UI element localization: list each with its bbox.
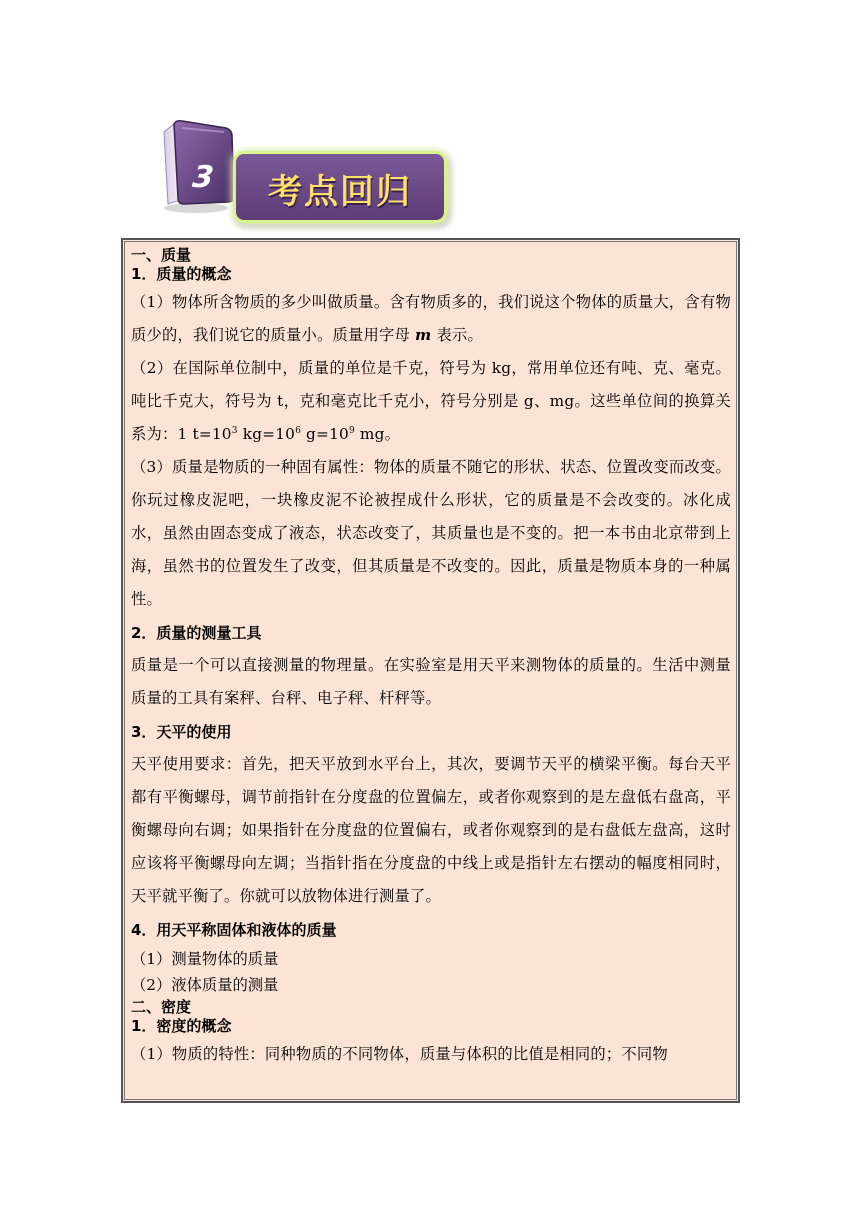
subheading-measuring-tools: 2．质量的测量工具 xyxy=(131,624,262,642)
list-item: （1）测量物体的质量 xyxy=(131,950,279,968)
list-item: （2）液体质量的测量 xyxy=(131,976,279,994)
paragraph-balance-use: 天平使用要求：首先，把天平放到水平台上，其次，要调节天平的横梁平衡。每台天平都有平衡螺母，调节前指针在分度盘的位置偏左，或者你观察到的是左盘低右盘高，平衡螺母向右调；如果指针在分度盘的位置偏右，或者你观察到的是右盘低左盘高，这时应该将平衡螺母向左调；当指针指在分度盘的中线上或是指针左右摆动的幅度相同时，天平就平衡了。你就可以放物体进行测量了。 xyxy=(131,755,731,905)
paragraph-mass-units xyxy=(131,352,731,451)
text-run: kg=10 xyxy=(237,425,296,443)
subheading-balance-use: 3．天平的使用 xyxy=(131,723,232,741)
section-heading-density: 二、密度 xyxy=(131,998,192,1016)
subheading-density-concept: 1．密度的概念 xyxy=(131,1017,232,1035)
paragraph-mass-definition xyxy=(131,286,731,352)
section-badge xyxy=(150,118,450,228)
content-box xyxy=(121,238,740,1103)
text-run: g=10 xyxy=(301,425,349,443)
title-banner xyxy=(236,154,444,220)
symbol-m: m xyxy=(415,326,432,344)
text-run: （1）物体所含物质的多少叫做质量。含有物质多的，我们说这个物体的质量大，含有物质少的，我们说它的质量小。质量用字母 xyxy=(131,293,731,344)
subheading-weighing: 4．用天平称固体和液体的质量 xyxy=(131,921,337,939)
paragraph-measuring-tools: 质量是一个可以直接测量的物理量。在实验室是用天平来测物体的质量的。生活中测量质量的工具有案秤、台秤、电子秤、杆秤等。 xyxy=(131,656,731,707)
exponent: 6 xyxy=(295,425,301,436)
exponent: 9 xyxy=(348,425,355,436)
paragraph-mass-property: （3）质量是物质的一种固有属性：物体的质量不随它的形状、状态、位置改变而改变。你玩过橡皮泥吧，一块橡皮泥不论被捏成什么形状，它的质量是不会改变的。冰化成水，虽然由固态变成了液态，状态改变了，其质量也是不变的。把一本书由北京带到上海，虽然书的位置发生了改变，但其质量是不改变的。因此，质量是物质本身的一种属性。 xyxy=(131,458,731,608)
content-inner xyxy=(124,241,737,1100)
section-heading-mass: 一、质量 xyxy=(131,246,192,264)
text-run: mg。 xyxy=(354,425,401,443)
subheading-mass-concept: 1．质量的概念 xyxy=(131,265,232,283)
badge-number: 3 xyxy=(190,160,216,195)
text-run: （2）在国际单位制中，质量的单位是千克，符号为 kg，常用单位还有吨、克、毫克。吨比千克大，符号为 t，克和毫克比千克小，符号分别是 g、mg。这些单位间的换算关系为：1 t=10 xyxy=(131,359,731,443)
exponent: 3 xyxy=(231,425,238,436)
text-run: 表示。 xyxy=(431,326,483,344)
paragraph-density-property: （1）物质的特性：同种物质的不同物体，质量与体积的比值是相同的；不同物 xyxy=(131,1045,668,1063)
page-title: 考点回归 xyxy=(268,172,412,212)
